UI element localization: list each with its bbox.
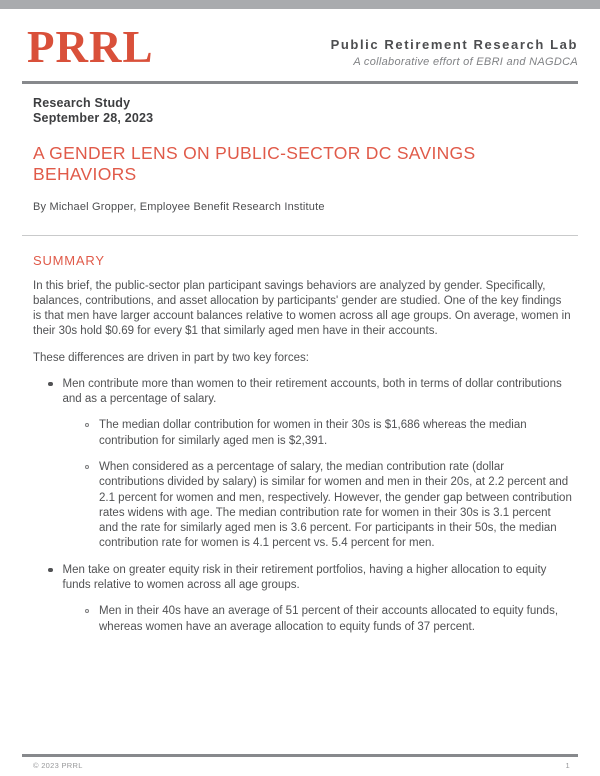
- summary-body: [33, 279, 572, 635]
- doc-meta: [33, 96, 578, 126]
- sub-bullet-text: When considered as a percentage of salary, the median contribution rate (dollar contributions divided by salary) is similar for women and men in their 20s, at 2.2 percent and 2.1 percent for women and men, respectively. However, the gender gap between contribution rates widens with age. The median contribution rate for women in their 30s is 3.1 percent and the rate for similarly aged men is 3.6 percent. For participants in their 50s, the median contribution rate for women is 4.1 percent vs. 5.4 percent for men.: [99, 461, 572, 550]
- summary-paragraph-2: These differences are driven in part by two key forces:: [33, 351, 309, 364]
- bullet-text: Men contribute more than women to their retirement accounts, both in terms of dollar contributions and as a percentage of salary.: [62, 377, 562, 406]
- bullet-dot-icon: [48, 382, 53, 387]
- org-tagline: A collaborative effort of EBRI and NAGDCA: [353, 56, 578, 68]
- masthead-right: [331, 37, 578, 70]
- bullet-dot-icon: [48, 568, 53, 573]
- bullet-text: Men take on greater equity risk in their retirement portfolios, having a higher allocation to equity funds relative to women across all age groups.: [62, 563, 547, 591]
- sub-bullet-text: The median dollar contribution for women in their 30s is $1,686 whereas the median contribution for similarly aged men is $2,391.: [99, 419, 527, 447]
- section-divider: [22, 235, 578, 236]
- bullet-circle-icon: [85, 609, 89, 613]
- footer-rule: [22, 754, 578, 757]
- bullet-circle-icon: [85, 423, 89, 427]
- prrl-logo: PRRL: [27, 22, 154, 72]
- page-footer: [22, 754, 578, 770]
- list-item: [33, 604, 572, 635]
- page-number: 1: [565, 761, 570, 770]
- header-rule: [22, 81, 578, 84]
- footer-copyright: © 2023 PRRL: [33, 761, 83, 770]
- org-name: Public Retirement Research Lab: [330, 37, 578, 52]
- sub-bullet-text: Men in their 40s have an average of 51 percent of their accounts allocated to equity funds, whereas women have an average allocation to equity funds of 37 percent.: [99, 605, 559, 633]
- top-edge-strip: [0, 0, 600, 9]
- summary-heading: SUMMARY: [33, 252, 105, 268]
- bullet-circle-icon: [85, 465, 89, 469]
- doc-date: September 28, 2023: [33, 110, 154, 125]
- byline: By Michael Gropper, Employee Benefit Research Institute: [33, 200, 325, 213]
- list-item: [33, 377, 572, 408]
- list-item: [33, 460, 572, 552]
- summary-paragraph-1: In this brief, the public-sector plan participant savings behaviors are analyzed by gender. Specifically, balances, contributions, and asset allocation by participants' gender are studied. One of the key findings is that men have larger account balances relative to women across all age groups. On average, women in their 30s hold $0.69 for every $1 that similarly aged men have in their accounts.: [33, 279, 571, 338]
- list-item: [33, 418, 572, 449]
- masthead: [22, 22, 578, 72]
- doc-type: Research Study: [33, 96, 131, 110]
- key-forces-list: [33, 377, 572, 635]
- article-title: A GENDER LENS ON PUBLIC-SECTOR DC SAVINGS BEHAVIORS: [33, 142, 476, 184]
- list-item: [33, 563, 572, 594]
